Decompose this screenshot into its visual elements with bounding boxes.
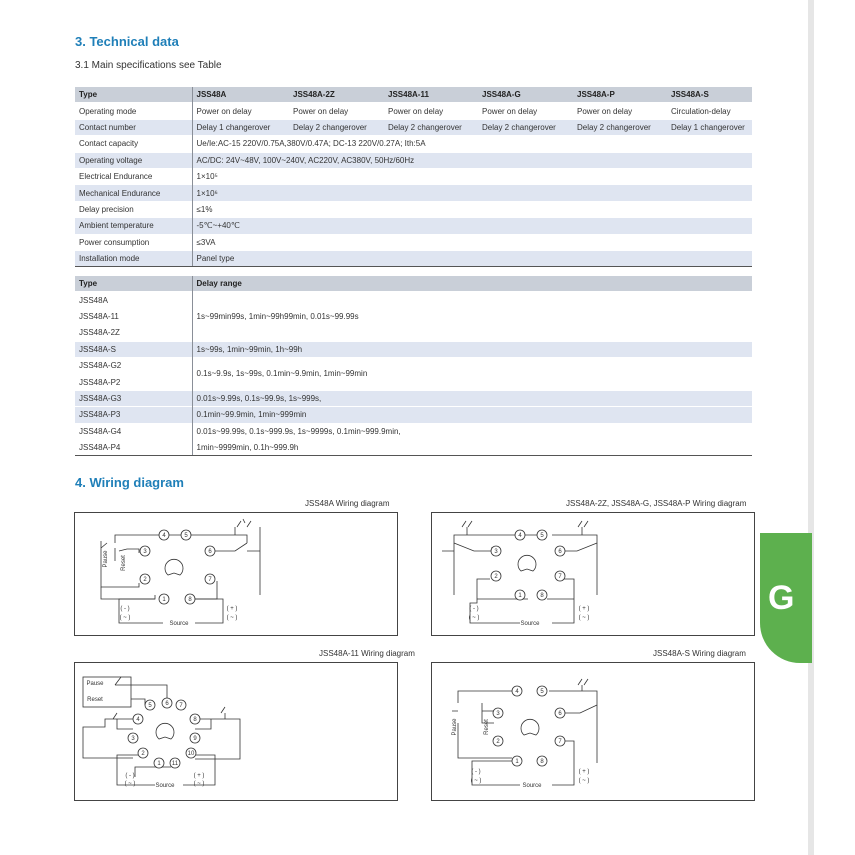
cell: -5℃~+40℃ — [192, 218, 752, 234]
cell: ≤1% — [196, 204, 213, 214]
table-row — [75, 341, 752, 357]
minus-ac-label: ( ~ ) — [468, 615, 480, 621]
pin-5: 5 — [540, 533, 544, 539]
table-row — [75, 407, 752, 423]
plus-label: ( + ) — [578, 606, 590, 612]
pause-label: Pause — [103, 550, 109, 568]
type-cell: JSS48A-P4 — [75, 439, 192, 455]
section-3-subtitle: 3.1 Main specifications see Table — [75, 60, 222, 71]
wiring-diagram-jss48a-s — [431, 662, 755, 801]
reset-label: Reset — [87, 697, 103, 703]
pin-2: 2 — [141, 751, 145, 757]
pin-1: 1 — [157, 761, 161, 767]
reset-label: Reset — [121, 555, 127, 571]
row-label: Contact capacity — [75, 136, 192, 152]
pin-10: 10 — [187, 751, 195, 757]
pin-3: 3 — [131, 736, 135, 742]
type-cell: JSS48A-G2 — [75, 357, 192, 373]
pin-1: 1 — [518, 593, 522, 599]
table-row — [75, 218, 752, 234]
spec-header-type: Type — [75, 87, 192, 103]
pin-9: 9 — [193, 736, 197, 742]
type-cell: JSS48A — [75, 292, 192, 308]
diagram-caption: JSS48A-S Wiring diagram — [653, 649, 746, 658]
row-label: Ambient temperature — [75, 218, 192, 234]
wiring-svg — [75, 663, 397, 800]
row-label: Delay precision — [75, 201, 192, 217]
table-row — [75, 136, 752, 152]
section-4-title: 4. Wiring diagram — [75, 475, 184, 490]
plus-label: ( + ) — [578, 769, 590, 775]
row-label: Operating mode — [75, 103, 192, 119]
pin-2: 2 — [496, 739, 500, 745]
wiring-diagram-jss48a-2z — [431, 512, 755, 636]
minus-ac-label: ( ~ ) — [124, 781, 136, 787]
wiring-svg — [75, 513, 397, 635]
table-row — [75, 250, 752, 266]
pin-5: 5 — [184, 533, 188, 539]
table-row — [75, 119, 752, 135]
range-cell: 1s~99s, 1min~99min, 1h~99h — [192, 341, 752, 357]
delay-header-range: Delay range — [192, 276, 752, 292]
spec-header: JSS48A-S — [667, 87, 752, 103]
chapter-letter: G — [768, 579, 795, 617]
cell: Delay 1 changerover — [192, 119, 289, 135]
source-label: Source — [522, 783, 542, 789]
cell: Ue/Ie:AC-15 220V/0.75A,380V/0.47A; DC-13 220V/0.27A; Ith:5A — [196, 139, 426, 149]
range-cell: 0.1min~99.9min, 1min~999min — [192, 407, 752, 423]
spec-header: JSS48A-11 — [384, 87, 478, 103]
row-label: Installation mode — [75, 250, 192, 266]
cell: Delay 2 changerover — [384, 119, 478, 135]
wiring-diagram-jss48a-11 — [74, 662, 398, 801]
section-3-title: 3. Technical data — [75, 34, 179, 49]
minus-label: ( - ) — [120, 606, 130, 612]
minus-ac-label: ( ~ ) — [470, 778, 482, 784]
table-row — [75, 168, 752, 184]
spec-header: JSS48A-G — [478, 87, 573, 103]
pin-7: 7 — [558, 739, 562, 745]
minus-label: ( - ) — [471, 769, 481, 775]
cell: Delay 2 changerover — [289, 119, 384, 135]
pin-6: 6 — [558, 711, 562, 717]
cell: Power on delay — [196, 106, 252, 116]
pin-7: 7 — [179, 703, 183, 709]
type-cell: JSS48A-G3 — [75, 390, 192, 406]
cell: Power on delay — [293, 106, 349, 116]
plus-ac-label: ( ~ ) — [193, 781, 205, 787]
row-label: Power consumption — [75, 234, 192, 250]
delay-header-type: Type — [75, 276, 192, 292]
pin-8: 8 — [188, 597, 192, 603]
pin-8: 8 — [540, 759, 544, 765]
pin-5: 5 — [148, 703, 152, 709]
pin-4: 4 — [515, 689, 519, 695]
type-cell: JSS48A-S — [75, 341, 192, 357]
table-row — [75, 390, 752, 406]
cell: 1×10⁵ — [196, 172, 218, 182]
wiring-svg — [432, 663, 754, 800]
delay-range-table — [75, 276, 752, 456]
plus-ac-label: ( ~ ) — [578, 615, 590, 621]
table-row — [75, 234, 752, 250]
pin-7: 7 — [558, 574, 562, 580]
table-row — [75, 357, 752, 373]
source-label: Source — [155, 783, 175, 789]
cell: Power on delay — [577, 106, 633, 116]
spec-header: JSS48A-P — [573, 87, 667, 103]
plus-label: ( + ) — [226, 606, 238, 612]
table-row — [75, 423, 752, 439]
table-row — [75, 103, 752, 119]
spec-header: JSS48A-2Z — [289, 87, 384, 103]
chapter-tab-g — [760, 533, 812, 663]
pin-1: 1 — [515, 759, 519, 765]
table-row — [75, 201, 752, 217]
spec-header: JSS48A — [192, 87, 289, 103]
pin-8: 8 — [193, 717, 197, 723]
type-cell: JSS48A-P2 — [75, 374, 192, 390]
wiring-diagram-jss48a — [74, 512, 398, 636]
cell: 1×10⁶ — [192, 185, 752, 201]
reset-label: Reset — [484, 719, 490, 735]
pin-2: 2 — [494, 574, 498, 580]
cell: Power on delay — [388, 106, 444, 116]
pin-3: 3 — [143, 549, 147, 555]
pin-4: 4 — [162, 533, 166, 539]
row-label: Contact number — [75, 119, 192, 135]
minus-ac-label: ( ~ ) — [119, 615, 131, 621]
cell: Panel type — [192, 250, 752, 266]
diagram-caption: JSS48A-11 Wiring diagram — [319, 649, 415, 658]
pin-4: 4 — [136, 717, 140, 723]
pin-1: 1 — [162, 597, 166, 603]
source-label: Source — [520, 621, 540, 627]
pin-6: 6 — [208, 549, 212, 555]
type-cell: JSS48A-11 — [75, 308, 192, 324]
row-label: Mechanical Endurance — [75, 185, 192, 201]
plus-ac-label: ( ~ ) — [226, 615, 238, 621]
cell: AC/DC: 24V~48V, 100V~240V, AC220V, AC380V, 50Hz/60Hz — [192, 152, 752, 168]
plus-ac-label: ( ~ ) — [578, 778, 590, 784]
minus-label: ( - ) — [125, 773, 135, 779]
pin-7: 7 — [208, 577, 212, 583]
pin-2: 2 — [143, 577, 147, 583]
cell: Delay 1 changerover — [667, 119, 752, 135]
plus-label: ( + ) — [193, 773, 205, 779]
pin-4: 4 — [518, 533, 522, 539]
page-edge — [808, 0, 814, 855]
cell: Power on delay — [482, 106, 538, 116]
pin-6: 6 — [165, 701, 169, 707]
type-cell: JSS48A-G4 — [75, 423, 192, 439]
source-label: Source — [169, 621, 189, 627]
table-row — [75, 185, 752, 201]
diagram-caption: JSS48A Wiring diagram — [305, 499, 390, 508]
pin-3: 3 — [496, 711, 500, 717]
type-cell: JSS48A-P3 — [75, 407, 192, 423]
range-cell: 0.01s~9.99s, 0.1s~99.9s, 1s~999s, — [192, 390, 752, 406]
pin-11: 11 — [171, 761, 179, 767]
type-cell: JSS48A-2Z — [75, 325, 192, 341]
spec-table — [75, 87, 752, 267]
row-label: Operating voltage — [75, 152, 192, 168]
range-cell: 0.1s~9.9s, 1s~99s, 0.1min~9.9min, 1min~99min — [196, 369, 368, 379]
cell: Delay 2 changerover — [573, 119, 667, 135]
pause-label: Pause — [86, 681, 104, 687]
table-row — [75, 152, 752, 168]
pin-8: 8 — [540, 593, 544, 599]
row-label: Electrical Endurance — [75, 168, 192, 184]
cell: Delay 2 changerover — [478, 119, 573, 135]
pin-6: 6 — [558, 549, 562, 555]
wiring-svg — [432, 513, 754, 635]
cell: Circulation-delay — [671, 106, 731, 116]
table-row — [75, 439, 752, 455]
range-cell: 1min~9999min, 0.1h~999.9h — [192, 439, 752, 455]
pin-3: 3 — [494, 549, 498, 555]
range-cell: 0.01s~99.99s, 0.1s~999.9s, 1s~9999s, 0.1min~999.9min, — [196, 426, 401, 436]
table-row — [75, 292, 752, 308]
pause-label: Pause — [452, 718, 458, 736]
minus-label: ( - ) — [469, 606, 479, 612]
cell: ≤3VA — [196, 237, 216, 247]
diagram-caption: JSS48A-2Z, JSS48A-G, JSS48A-P Wiring diagram — [566, 499, 747, 508]
range-cell: 1s~99min99s, 1min~99h99min, 0.01s~99.99s — [196, 311, 359, 321]
pin-5: 5 — [540, 689, 544, 695]
